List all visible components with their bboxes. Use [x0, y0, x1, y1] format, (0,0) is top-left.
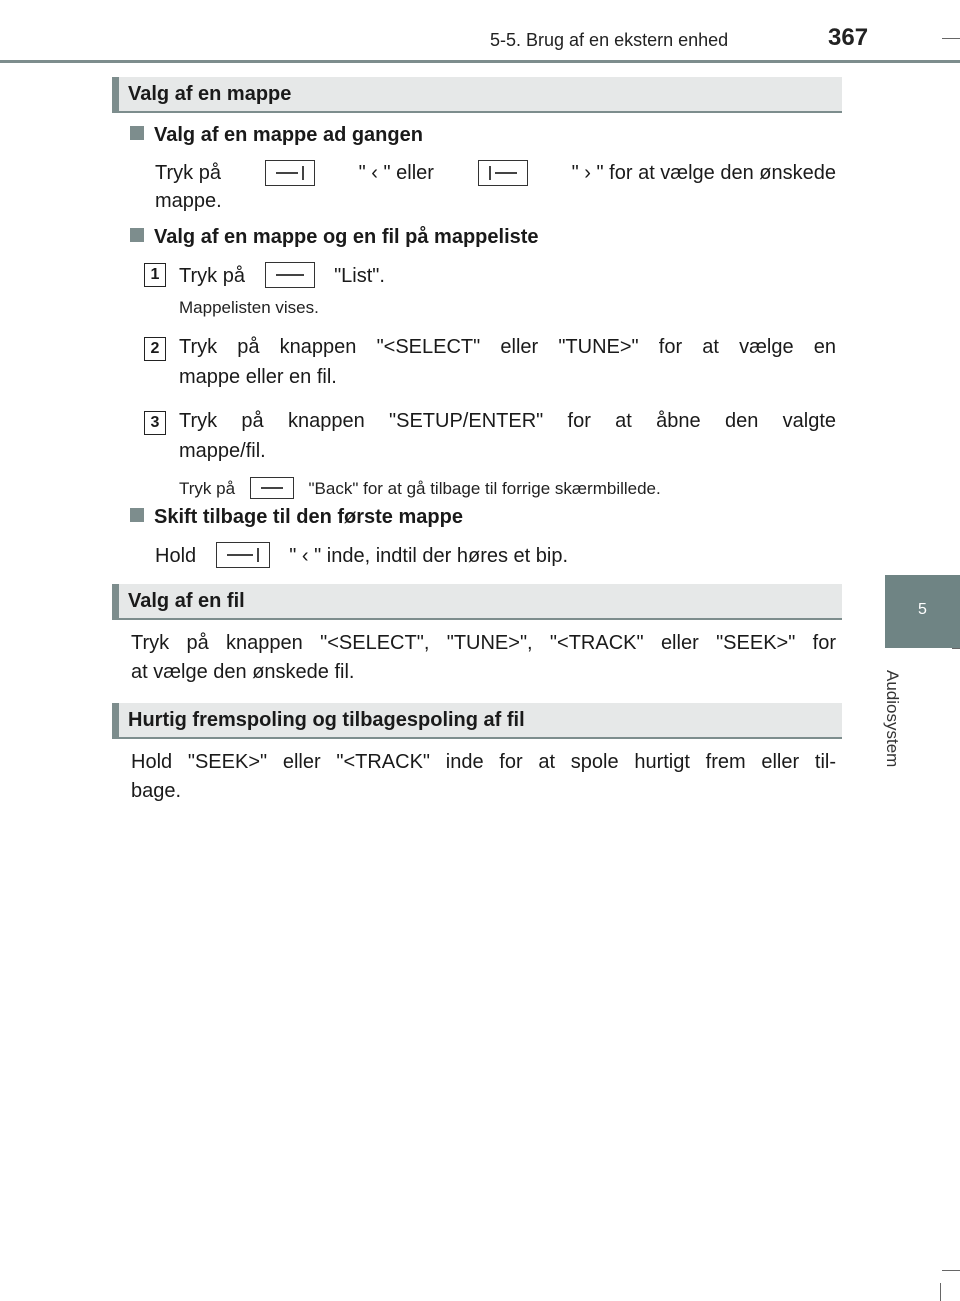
text-span: Tryk på: [179, 479, 236, 498]
note-line: [179, 477, 661, 499]
paragraph-line: [155, 542, 568, 568]
square-bullet-icon: [130, 508, 144, 522]
paragraph-line: at vælge den ønskede fil.: [131, 661, 355, 683]
text-span: "List".: [334, 265, 385, 287]
text-span: " ‹ " eller: [358, 161, 434, 184]
section-heading-bar: [112, 584, 119, 618]
folder-down-button-icon: [265, 160, 315, 186]
text-span: Hold: [155, 545, 197, 567]
subheading-text: Valg af en mappe ad gangen: [154, 124, 423, 146]
subheading-first-folder: [130, 506, 463, 529]
section-heading-fast-forward-rewind: [112, 703, 842, 739]
section-heading-text: Valg af en fil: [128, 590, 245, 612]
folder-down-button-icon: [216, 542, 270, 568]
section-heading-text: Hurtig fremspoling og tilbagespoling af fil: [128, 709, 525, 731]
section-heading-text: Valg af en mappe: [128, 83, 292, 105]
chapter-tab-label-text: Audiosystem: [883, 670, 902, 768]
paragraph-line: mappe/fil.: [179, 440, 266, 462]
subheading-folder-list: [130, 226, 539, 249]
paragraph-line: mappe.: [155, 190, 222, 212]
chapter-tab-label: [866, 670, 946, 780]
paragraph-line: Tryk på knappen "<SELECT", "TUNE>", "<TRACK" eller "SEEK>" for: [131, 632, 836, 654]
section-heading-select-folder: [112, 77, 842, 113]
step-number: 3: [144, 411, 166, 435]
subheading-one-at-a-time: [130, 124, 423, 147]
crop-mark: [940, 1283, 941, 1301]
paragraph-line: [155, 160, 836, 186]
header-rule: [0, 60, 960, 63]
section-heading-select-file: [112, 584, 842, 620]
square-bullet-icon: [130, 228, 144, 242]
paragraph-line: Hold "SEEK>" eller "<TRACK" inde for at spole hurtigt frem eller til-: [131, 751, 836, 773]
section-heading-bar: [112, 77, 119, 111]
crop-mark: [942, 1270, 960, 1271]
paragraph-line: Tryk på knappen "<SELECT" eller "TUNE>" for at vælge en: [179, 336, 836, 358]
step-number: 1: [144, 263, 166, 287]
list-button-icon: [265, 262, 315, 288]
page-number: 367: [828, 24, 869, 51]
subheading-text: Valg af en mappe og en fil på mappeliste: [154, 226, 539, 248]
text-span: " › " for at vælge den ønskede: [571, 161, 836, 184]
step-number: 2: [144, 337, 166, 361]
paragraph-line: mappe eller en fil.: [179, 366, 337, 388]
square-bullet-icon: [130, 126, 144, 140]
text-span: "Back" for at gå tilbage til forrige skærmbillede.: [308, 479, 661, 498]
side-rule: [952, 648, 960, 649]
paragraph-line: Tryk på knappen "SETUP/ENTER" for at åbne den valgte: [179, 410, 836, 432]
chapter-tab: [885, 575, 960, 648]
subheading-text: Skift tilbage til den første mappe: [154, 506, 463, 528]
text-span: " ‹ " inde, indtil der høres et bip.: [289, 545, 569, 567]
text-span: Tryk på: [179, 265, 245, 287]
note-line: Mappelisten vises.: [179, 298, 319, 317]
back-button-icon: [250, 477, 294, 499]
text-span: Tryk på: [155, 161, 221, 184]
chapter-title: 5-5. Brug af en ekstern enhed: [490, 30, 729, 50]
chapter-tab-number: 5: [918, 601, 927, 618]
folder-up-button-icon: [478, 160, 528, 186]
section-heading-bar: [112, 703, 119, 737]
paragraph-line: bage.: [131, 780, 182, 802]
crop-mark: [942, 38, 960, 39]
paragraph-line: [179, 262, 385, 288]
